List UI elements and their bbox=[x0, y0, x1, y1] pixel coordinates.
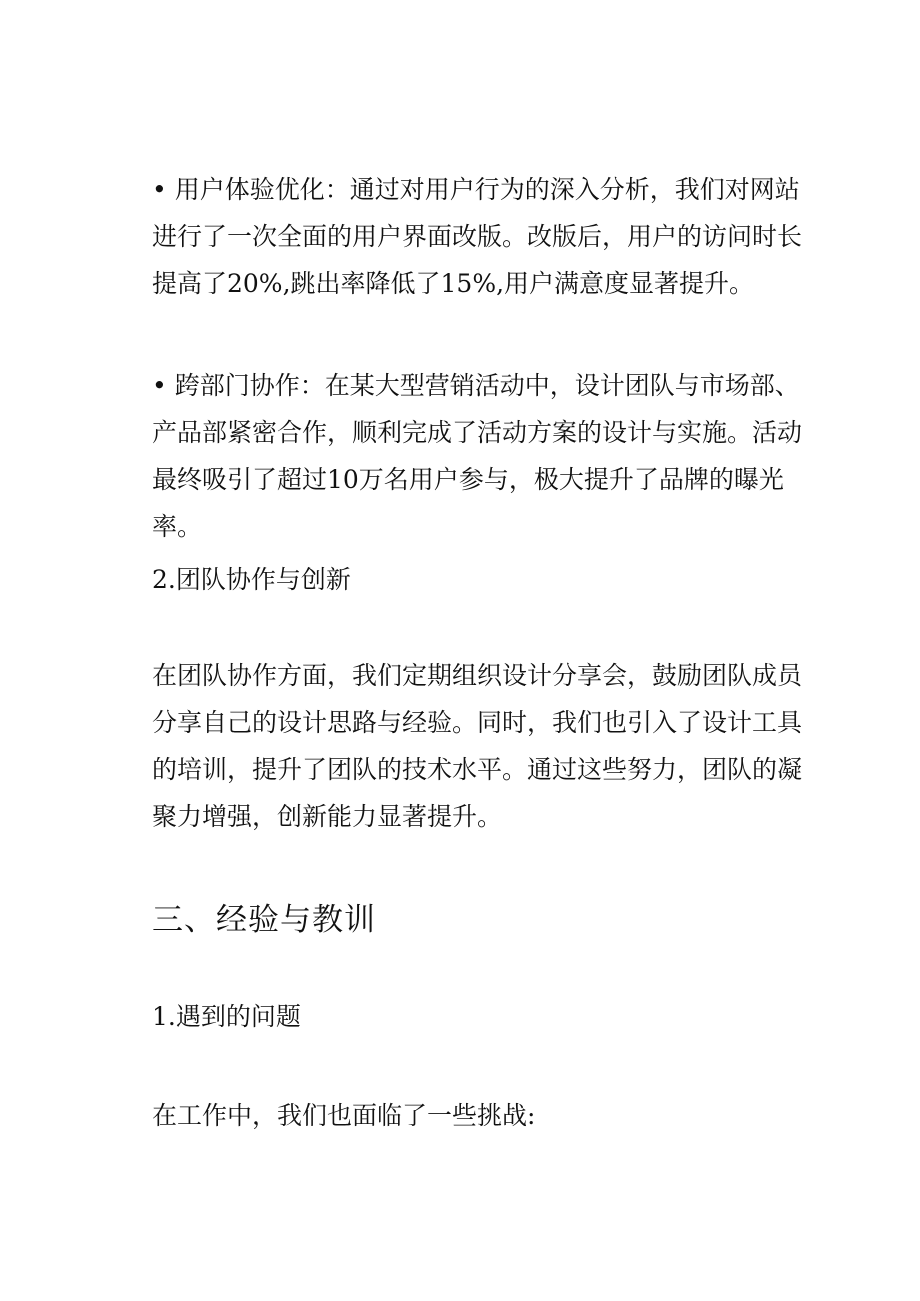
bullet-text: 用户体验优化：通过对用户行为的深入分析，我们对网站进行了一次全面的用户界面改版。改版后，用户的访问时长提高了20%,跳出率降低了15%,用户满意度显著提升。 bbox=[152, 175, 803, 298]
subsection-heading-team: 2.团队协作与创新 bbox=[152, 565, 351, 594]
bullet-text: 跨部门协作：在某大型营销活动中，设计团队与市场部、产品部紧密合作，顺利完成了活动方案的设计与实施。活动最终吸引了超过10万名用户参与，极大提升了品牌的曝光率。 bbox=[152, 371, 803, 541]
bullet-mark: • bbox=[152, 371, 167, 400]
paragraph-challenges: 在工作中，我们也面临了一些挑战: bbox=[152, 1101, 536, 1130]
section-title-lessons: 三、经验与教训 bbox=[152, 902, 376, 938]
paragraph-team-collaboration: 在团队协作方面，我们定期组织设计分享会，鼓励团队成员分享自己的设计思路与经验。同时，我们也引入了设计工具的培训，提升了团队的技术水平。通过这些努力，团队的凝聚力增强，创新能力显著提升。 bbox=[152, 661, 803, 831]
subsection-heading-problems: 1.遇到的问题 bbox=[152, 1002, 301, 1031]
bullet-paragraph-collab bbox=[152, 362, 804, 550]
bullet-paragraph-ux bbox=[152, 166, 804, 307]
bullet-mark: • bbox=[152, 175, 167, 204]
